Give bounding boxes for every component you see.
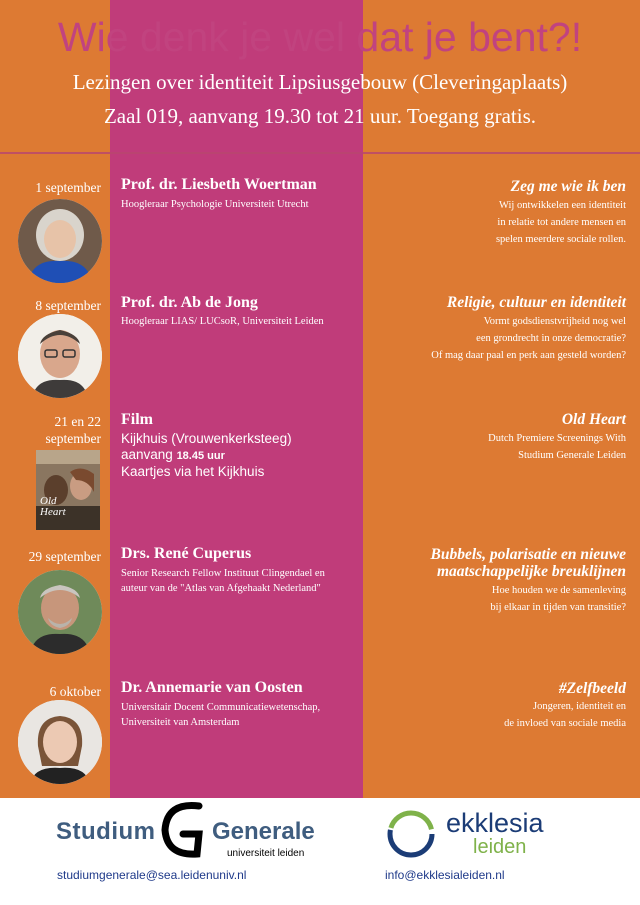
lecture-description <box>366 698 626 732</box>
event-date: 8 september <box>35 298 101 313</box>
description-line: bij elkaar in tijden van transitie? <box>490 602 626 613</box>
speaker-name: Dr. Annemarie van Oosten <box>121 679 303 696</box>
description-line: Of mag daar paal en perk aan gesteld worden? <box>431 350 626 361</box>
speaker-name: Prof. dr. Ab de Jong <box>121 294 258 311</box>
event-date: 29 september <box>28 549 101 564</box>
studium-generale-logo-word1: Studium <box>56 818 156 845</box>
event-date: 6 oktober <box>49 684 101 699</box>
lecture-description <box>366 197 626 248</box>
role-line: auteur van de "Atlas van Afgehaakt Nederland" <box>121 583 321 594</box>
studium-generale-subtitle: universiteit leiden <box>227 848 305 859</box>
header-divider <box>0 152 640 154</box>
speaker-portrait <box>18 314 102 398</box>
speaker-name: Drs. René Cuperus <box>121 545 252 562</box>
speaker-portrait <box>18 570 102 654</box>
description-line: spelen meerdere sociale rollen. <box>495 234 626 245</box>
studium-generale-logo-mark <box>159 800 207 858</box>
lecture-description <box>366 313 626 364</box>
film-info <box>121 431 292 480</box>
time-line: Zaal 019, aanvang 19.30 tot 21 uur. Toegang gratis. <box>103 104 537 128</box>
film-tickets: Kaartjes via het Kijkhuis <box>121 464 265 479</box>
role-line: Universiteit van Amsterdam <box>121 717 240 728</box>
description-line: een grondrecht in onze democratie? <box>476 333 626 344</box>
ekklesia-logo-name: ekklesia <box>446 808 544 838</box>
description-line: Studium Generale Leiden <box>518 450 626 461</box>
description-line: Dutch Premiere Screenings With <box>488 433 626 444</box>
description-line: Jongeren, identiteit en <box>532 701 626 712</box>
film-heading: Film <box>121 411 153 428</box>
lecture-description <box>366 582 626 616</box>
lecture-topic: Religie, cultuur en identiteit <box>446 294 626 311</box>
film-venue: Kijkhuis (Vrouwenkerksteeg) <box>121 431 292 446</box>
venue-line: Lezingen over identiteit Lipsiusgebouw (Cleveringaplaats) <box>72 70 568 94</box>
event-date-line: september <box>45 431 101 446</box>
event-date-line: 21 en 22 <box>54 414 101 429</box>
film-poster <box>36 450 100 530</box>
description-line: Wij ontwikkelen een identiteit <box>499 200 626 211</box>
ekklesia-logo-mark <box>385 808 437 860</box>
ekklesia-email[interactable]: info@ekklesialeiden.nl <box>385 868 505 882</box>
film-poster-title: Old Heart <box>40 495 66 518</box>
lecture-topic: Old Heart <box>561 411 626 428</box>
topic-line: Bubbels, polarisatie en nieuwe <box>430 546 626 563</box>
poster-title: Wie denk je wel dat je bent?! <box>57 14 583 60</box>
speaker-role: Hoogleraar Psychologie Universiteit Utrecht <box>121 199 309 210</box>
speaker-portrait <box>18 700 102 784</box>
lecture-topic: Zeg me wie ik ben <box>510 178 626 195</box>
studium-generale-logo-word2: Generale <box>212 818 315 845</box>
film-start-label: aanvang <box>121 447 177 462</box>
speaker-role <box>121 700 361 730</box>
description-line: in relatie tot andere mensen en <box>497 217 626 228</box>
film-start-value: 18.45 uur <box>176 450 225 462</box>
speaker-name: Prof. dr. Liesbeth Woertman <box>121 176 317 193</box>
studium-generale-email[interactable]: studiumgenerale@sea.leidenuniv.nl <box>57 868 247 882</box>
description-line: Hoe houden we de samenleving <box>491 585 626 596</box>
lecture-topic: #Zelfbeeld <box>558 680 626 697</box>
speaker-role <box>121 566 361 596</box>
topic-line: maatschappelijke breuklijnen <box>436 563 626 580</box>
description-line: Vormt godsdienstvrijheid nog wel <box>483 316 626 327</box>
lecture-description <box>366 430 626 464</box>
film-start-time <box>121 447 292 464</box>
event-date: 1 september <box>35 180 101 195</box>
role-line: Senior Research Fellow Instituut Clingendael en <box>121 568 325 579</box>
speaker-role: Hoogleraar LIAS/ LUCsoR, Universiteit Leiden <box>121 316 324 327</box>
role-line: Universitair Docent Communicatiewetenschap, <box>121 702 321 713</box>
event-date <box>0 413 101 447</box>
ekklesia-logo-subtitle: leiden <box>473 836 527 858</box>
description-line: de invloed van sociale media <box>504 718 626 729</box>
speaker-portrait <box>18 199 102 283</box>
lecture-topic <box>376 546 626 580</box>
